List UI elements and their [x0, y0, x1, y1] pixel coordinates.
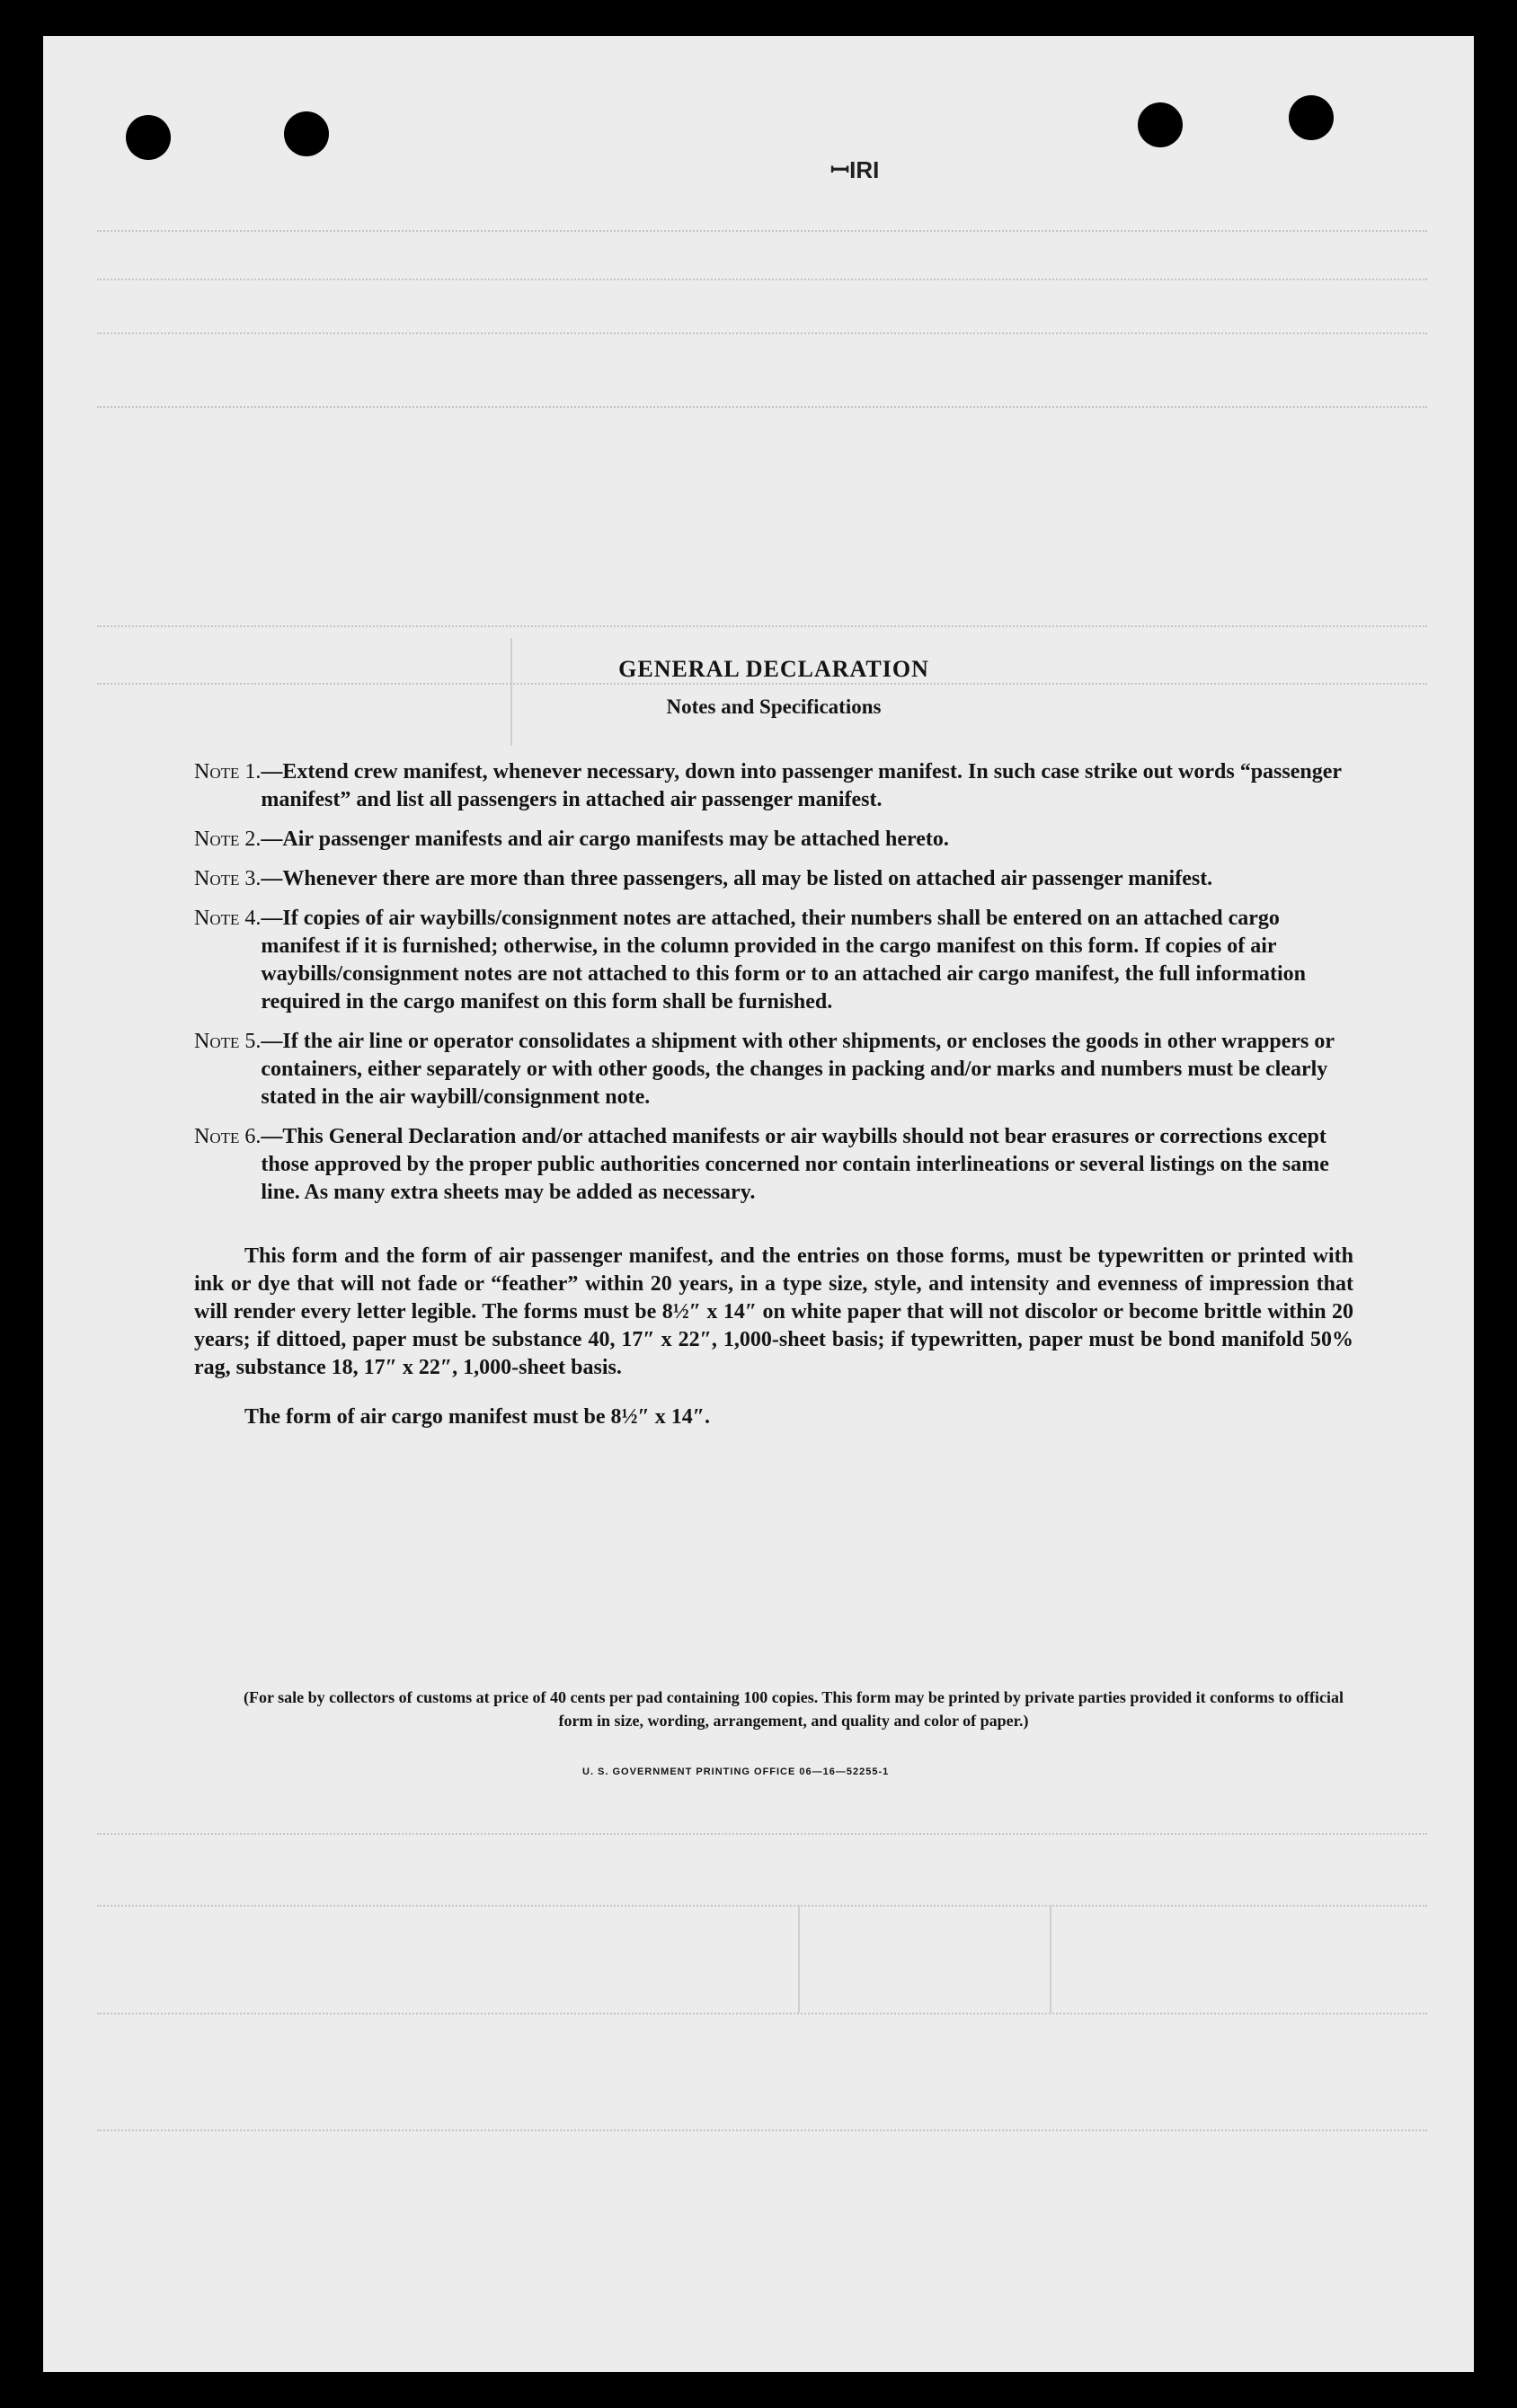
bleed-rule — [97, 332, 1427, 334]
note-label: Note 1. — [194, 760, 262, 783]
bleed-rule — [97, 625, 1427, 627]
note-text: —This General Declaration and/or attached manifests or air waybills should not bear erasures or corrections except those approved by the proper public authorities concerned nor contain interlineations or several listings on the same line. As many extra sheets may be added as necessary. — [261, 1125, 1329, 1204]
note-5 — [194, 1028, 1353, 1111]
note-label: Note 2. — [194, 828, 262, 851]
document-subtitle: Notes and Specifications — [666, 695, 882, 718]
document-title: GENERAL DECLARATION — [618, 656, 929, 682]
note-label: Note 3. — [194, 867, 262, 890]
punch-hole-left-1 — [126, 115, 171, 160]
note-2 — [194, 826, 1353, 854]
bleed-rule — [97, 1905, 1427, 1907]
note-4 — [194, 905, 1353, 1016]
note-label: Note 5. — [194, 1030, 262, 1053]
note-text: —Whenever there are more than three passengers, all may be listed on attached air passenger manifest. — [261, 867, 1213, 890]
bleed-rule — [97, 2013, 1427, 2014]
bleed-rule — [97, 1833, 1427, 1835]
note-6 — [194, 1123, 1353, 1207]
note-text: —If the air line or operator consolidates a shipment with other shipments, or encloses the goods in other wrappers or containers, either separately or with other goods, the changes in packing and/or marks and numbers must be clearly stated in the air waybill/consignment note. — [261, 1030, 1335, 1109]
note-text: —Air passenger manifests and air cargo manifests may be attached hereto. — [261, 828, 949, 851]
bleed-rule — [97, 279, 1427, 280]
bleed-rule — [97, 406, 1427, 408]
punch-hole-right-2 — [1289, 95, 1334, 140]
document-page — [43, 36, 1474, 2372]
bleed-column — [1050, 1905, 1051, 2013]
bleed-column — [798, 1905, 800, 2013]
punch-hole-left-2 — [284, 111, 329, 156]
cargo-manifest-size-line: The form of air cargo manifest must be 8½″ x 14″. — [244, 1405, 710, 1429]
note-3 — [194, 865, 1353, 893]
note-1 — [194, 758, 1353, 814]
header-mark: ꟷIRI — [830, 156, 880, 183]
printer-imprint: U. S. GOVERNMENT PRINTING OFFICE 06—16—52255-1 — [582, 1766, 890, 1777]
paper-specification-paragraph: This form and the form of air passenger manifest, and the entries on those forms, must be typewritten or printed with ink or dye that will not fade or “feather” within 20 years, in a type size, style, and intensity and evenness of impression that will render every letter legible. The forms must be 8½″ x 14″ on white paper that will not discolor or become brittle within 20 years; if dittoed, paper must be substance 40, 17″ x 22″, 1,000-sheet basis; if typewritten, paper must be bond manifold 50% rag, substance 18, 17″ x 22″, 1,000-sheet basis. — [194, 1244, 1353, 1379]
notes-section — [194, 656, 1353, 1431]
sale-notice: (For sale by collectors of customs at price of 40 cents per pad containing 100 copies. This form may be printed by private parties provided it conforms to official form in size, wording, arrangement, and quality and color of paper.) — [243, 1688, 1344, 1730]
bleed-rule — [97, 230, 1427, 232]
note-label: Note 4. — [194, 907, 262, 930]
note-text: —If copies of air waybills/consignment notes are attached, their numbers shall be entered on an attached cargo manifest if it is furnished; otherwise, in the column provided in the cargo manifest on this form. If copies of air waybills/consignment notes are not attached to this form or to an attached air cargo manifest, the full information required in the cargo manifest on this form shall be furnished. — [261, 907, 1306, 1014]
bleed-rule — [97, 2129, 1427, 2131]
note-label: Note 6. — [194, 1125, 262, 1148]
punch-hole-right-1 — [1138, 102, 1183, 147]
note-text: —Extend crew manifest, whenever necessary, down into passenger manifest. In such case strike out words “passenger manifest” and list all passengers in attached air passenger manifest. — [261, 760, 1342, 811]
